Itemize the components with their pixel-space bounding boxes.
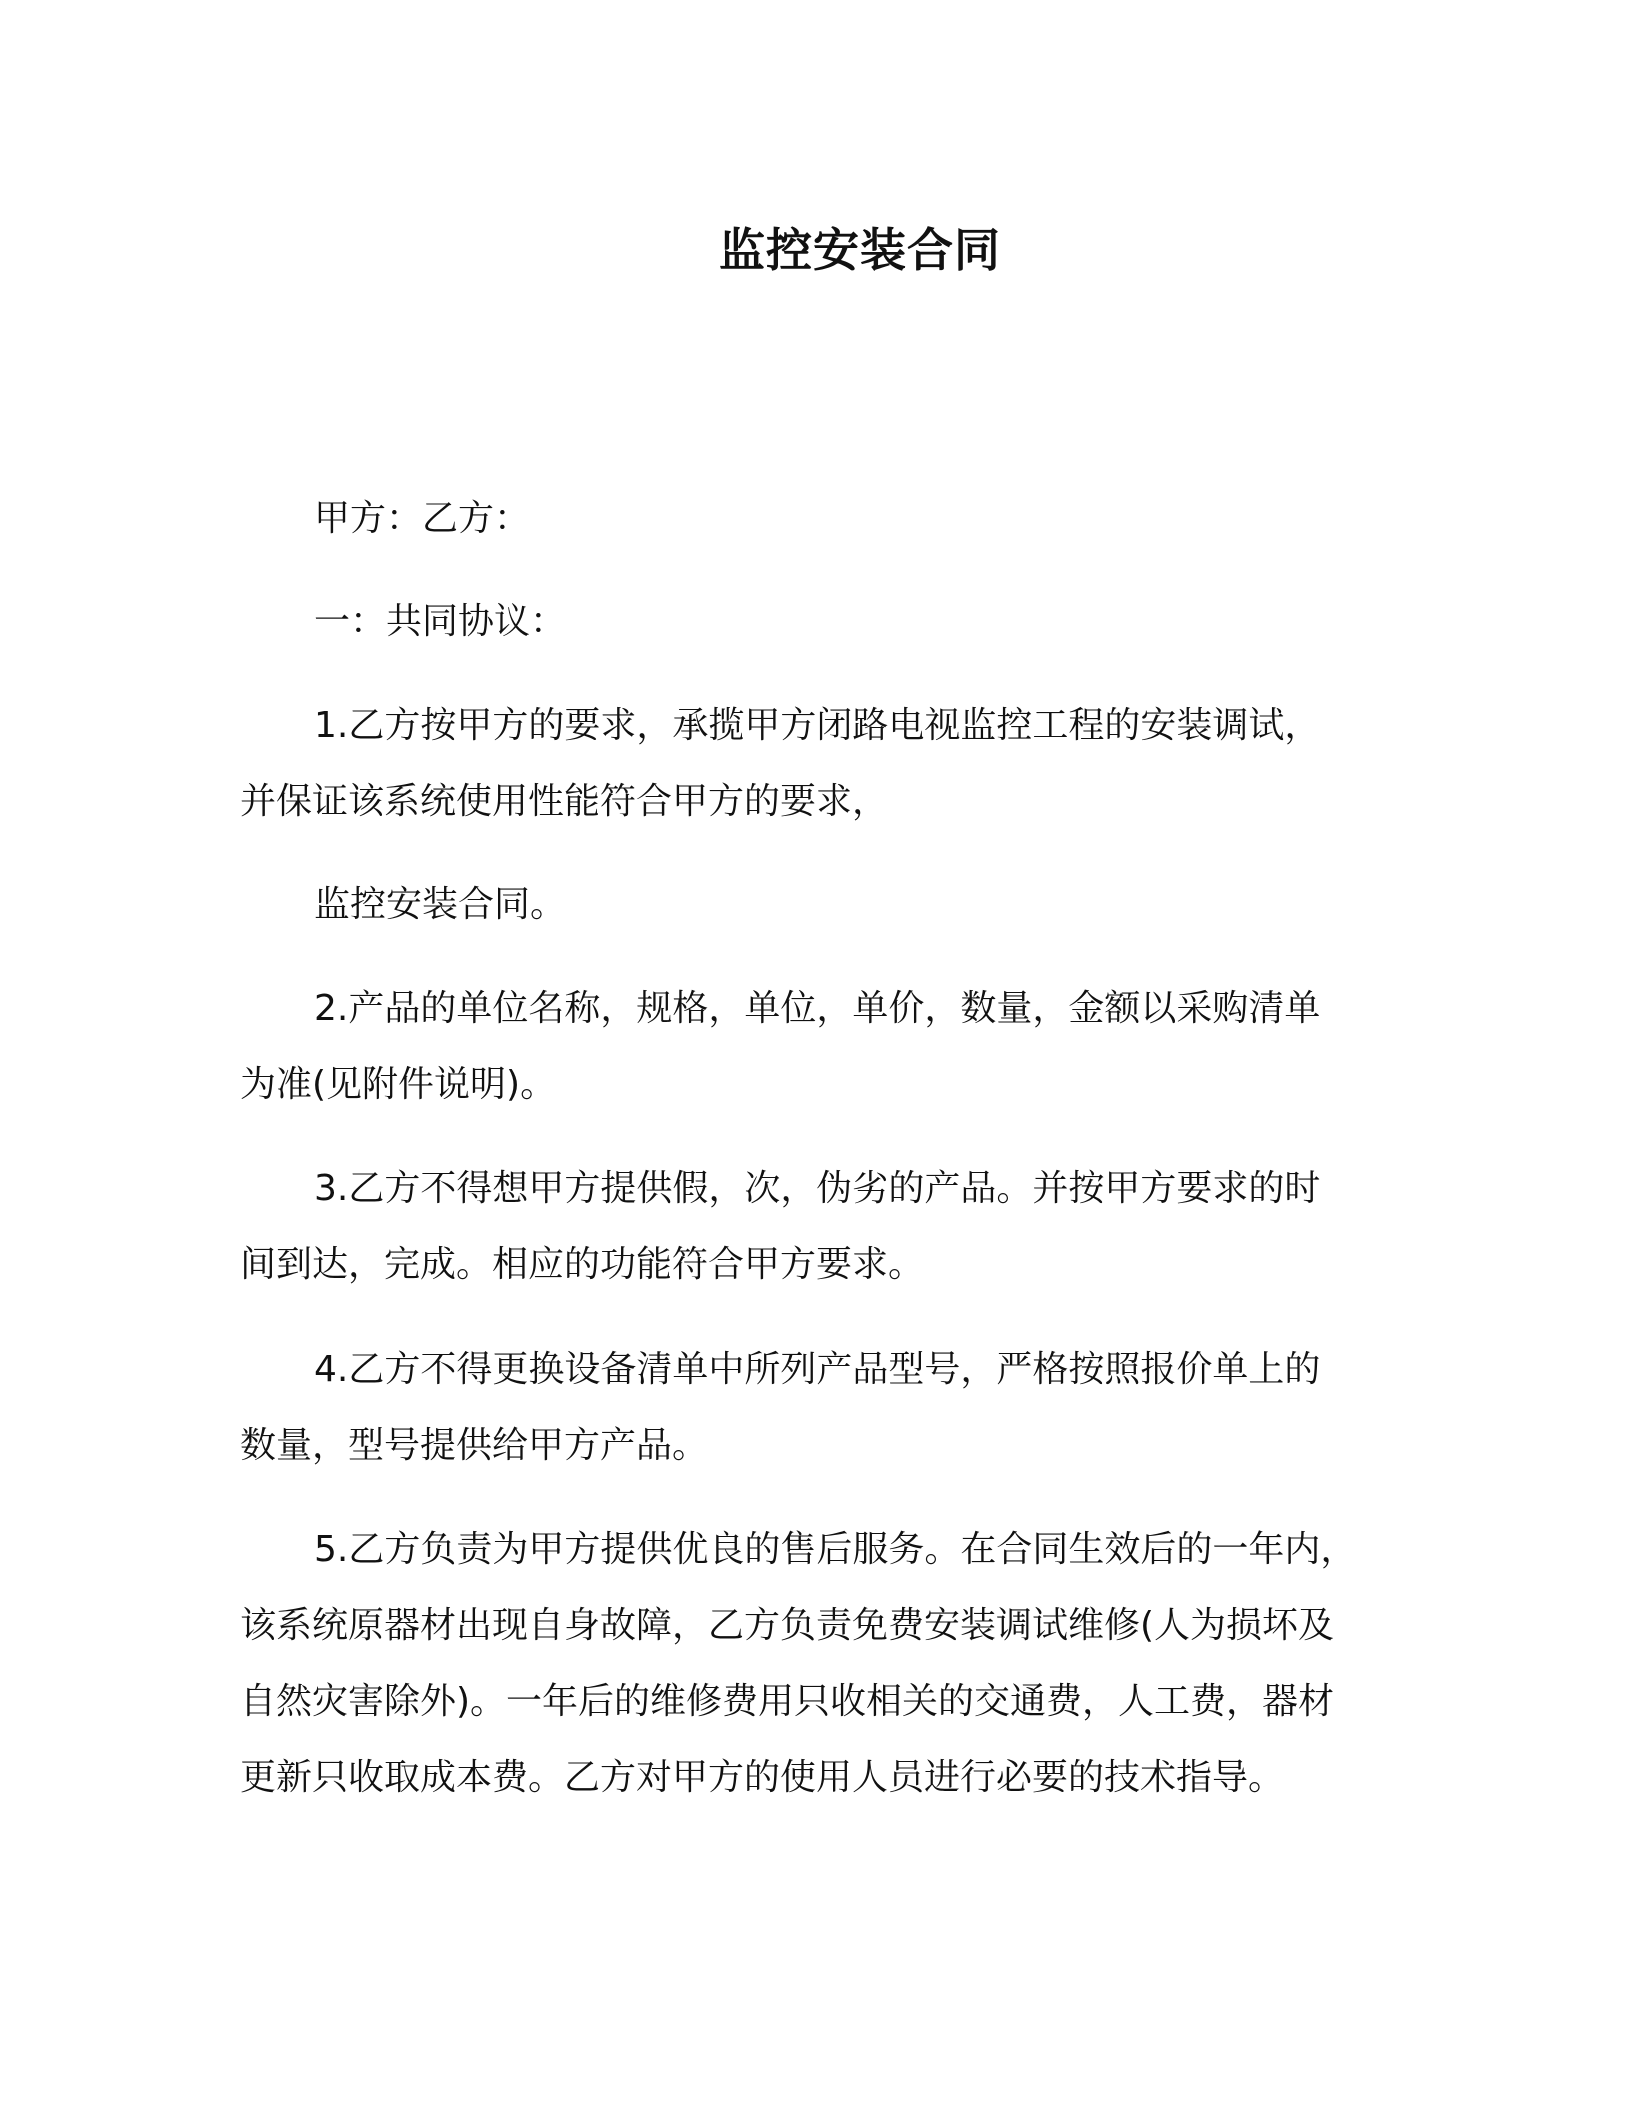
note-block (240, 867, 1368, 943)
note-line: 监控安装合同。 (314, 884, 567, 925)
section-heading-block (240, 584, 1368, 660)
clause-2-line-2: 为准(见附件说明)。 (240, 1064, 557, 1105)
document-title: 监控安装合同 (719, 223, 1001, 277)
clause-3-line-1: 3.乙方不得想甲方提供假，次，伪劣的产品。并按甲方要求的时 (314, 1168, 1321, 1209)
parties-line: 甲方：乙方： (314, 498, 531, 539)
clause-4-line-2: 数量，型号提供给甲方产品。 (240, 1425, 709, 1466)
clause-2 (240, 971, 1368, 1123)
clause-4-line-1: 4.乙方不得更换设备清单中所列产品型号，严格按照报价单上的 (314, 1349, 1321, 1390)
clause-2-line-1: 2.产品的单位名称，规格，单位，单价，数量，金额以采购清单 (314, 988, 1321, 1029)
section-heading: 一：共同协议： (314, 601, 567, 642)
clause-4 (240, 1332, 1368, 1484)
clause-5-line-4: 更新只收取成本费。乙方对甲方的使用人员进行必要的技术指导。 (240, 1757, 1285, 1798)
clause-5-line-1: 5.乙方负责为甲方提供优良的售后服务。在合同生效后的一年内， (314, 1529, 1357, 1570)
clause-5 (240, 1512, 1368, 1816)
parties-block (240, 481, 1368, 557)
clause-3-line-2: 间到达，完成。相应的功能符合甲方要求。 (240, 1244, 925, 1285)
clause-5-line-2: 该系统原器材出现自身故障，乙方负责免费安装调试维修(人为损坏及 (240, 1605, 1335, 1646)
clause-1-line-2: 并保证该系统使用性能符合甲方的要求， (240, 781, 889, 822)
clause-3 (240, 1151, 1368, 1303)
clause-1 (240, 688, 1368, 840)
clause-1-line-1: 1.乙方按甲方的要求，承揽甲方闭路电视监控工程的安装调试， (314, 705, 1321, 746)
clause-5-line-3: 自然灾害除外)。一年后的维修费用只收相关的交通费，人工费，器材 (240, 1681, 1335, 1722)
